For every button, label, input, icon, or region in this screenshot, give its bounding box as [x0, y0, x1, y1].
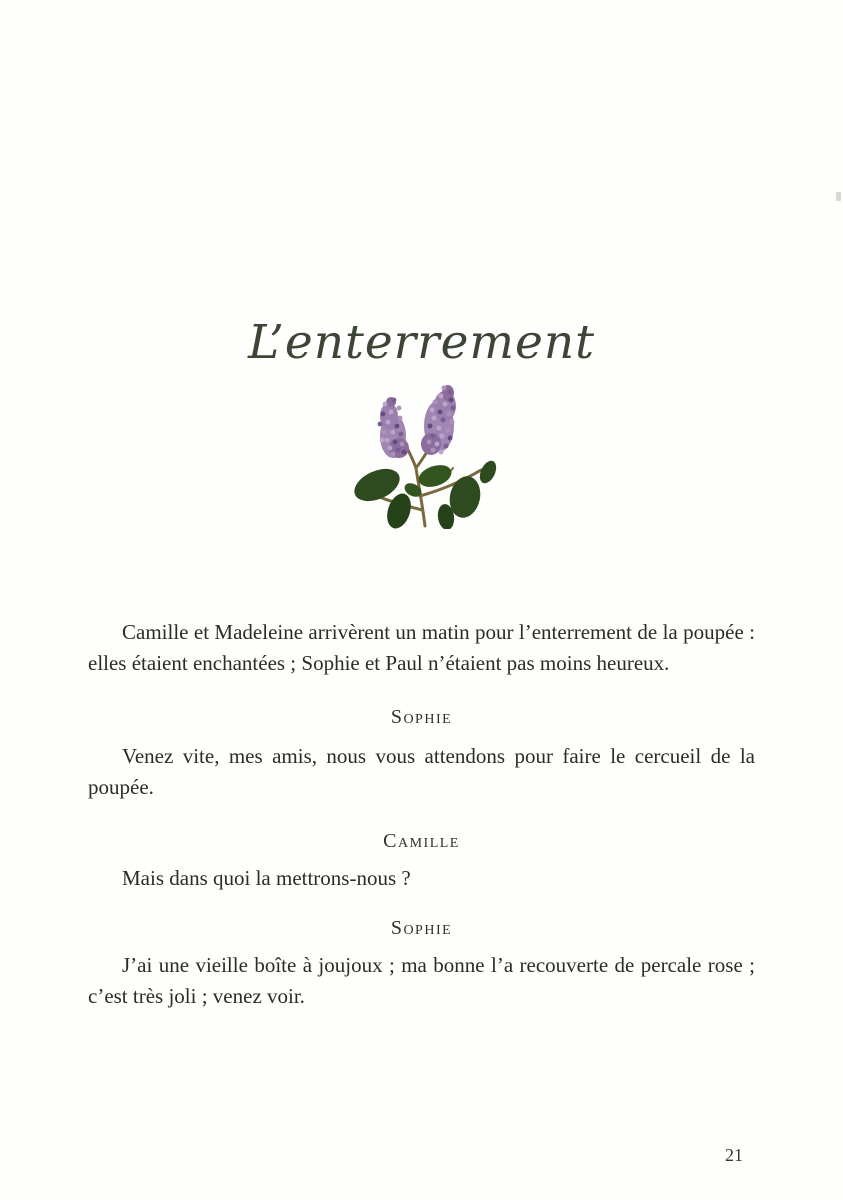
- paragraph: J’ai une vieille boîte à joujoux ; ma bonne l’a recouverte de percale rose ; c’est très joli ; venez voir.: [88, 953, 755, 1008]
- paragraph: Venez vite, mes amis, nous vous attendons pour faire le cercueil de la poupée.: [88, 744, 755, 799]
- paragraph: Mais dans quoi la mettrons-nous ?: [122, 866, 411, 890]
- speaker-name: Camille: [383, 830, 460, 852]
- speaker-name: Sophie: [390, 917, 453, 939]
- paragraph: Camille et Madeleine arrivèrent un matin pour l’enterrement de la poupée : elles étaient enchantées ; Sophie et Paul n’étaient pas moins heureux.: [88, 620, 755, 675]
- lilac-branch-illustration: [347, 384, 497, 529]
- chapter-title: L’enterrement: [248, 315, 595, 370]
- speaker-name: Sophie: [390, 706, 453, 728]
- scan-edge-artifact: [836, 192, 841, 201]
- lilac-illustration-svg: [347, 384, 497, 529]
- page-number: 21: [725, 1145, 743, 1165]
- body-text-block: [88, 617, 755, 1012]
